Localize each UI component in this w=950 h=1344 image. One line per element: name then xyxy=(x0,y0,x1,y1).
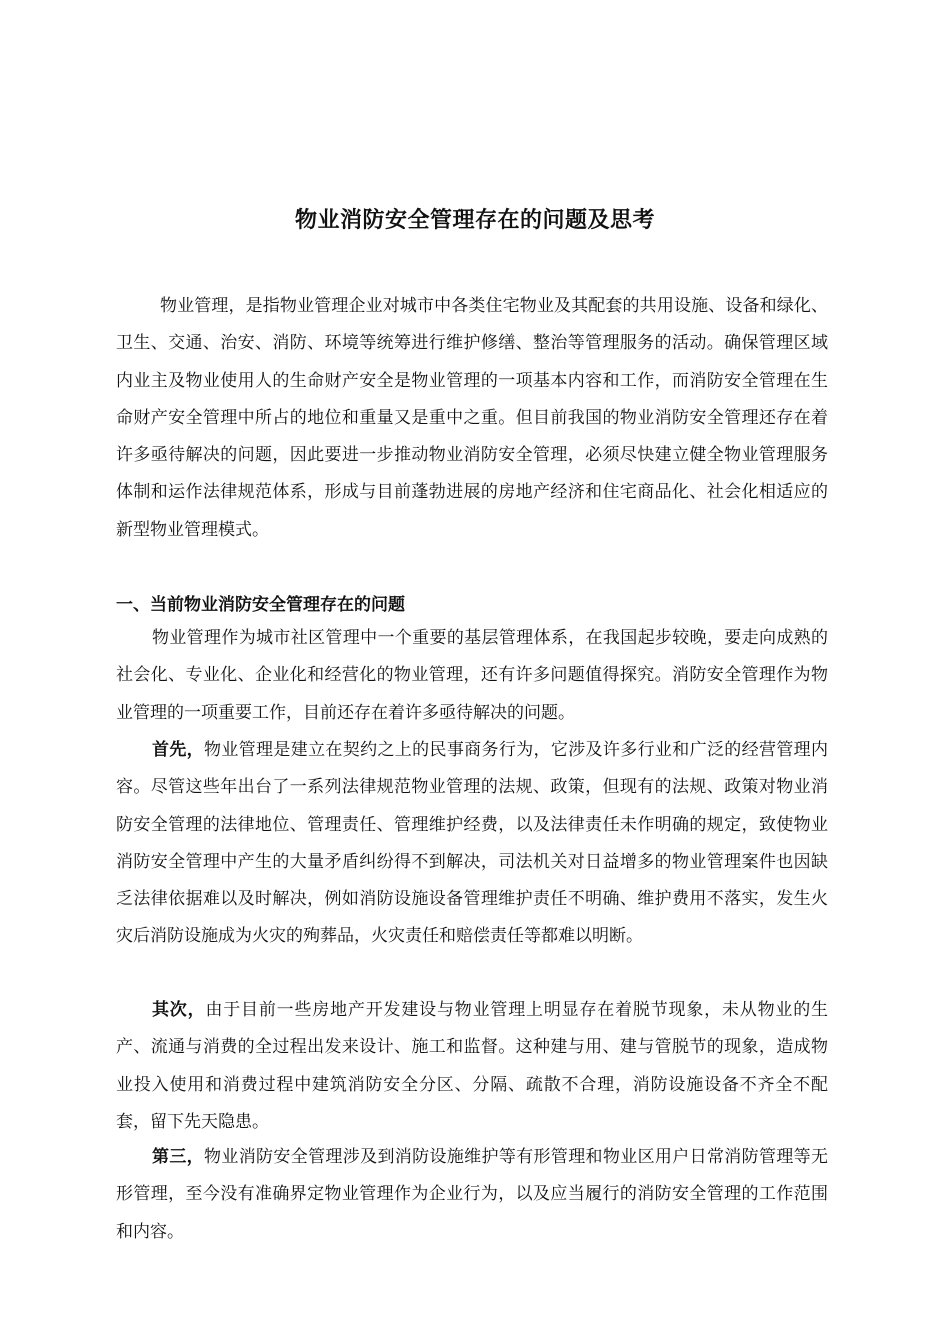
paragraph-lead-third: 第三， xyxy=(152,1147,205,1167)
section-paragraph-2 xyxy=(116,732,828,956)
paragraph-lead-second: 其次， xyxy=(152,1000,206,1020)
intro-paragraph: 物业管理，是指物业管理企业对城市中各类住宅物业及其配套的共用设施、设备和绿化、卫生、交通、治安、消防、环境等统筹进行维护修缮、整治等管理服务的活动。确保管理区域内业主及物业使用人的生命财产安全是物业管理的一项基本内容和工作，而消防安全管理在生命财产安全管理中所占的地位和重量又是重中之重。但目前我国的物业消防安全管理还存在着许多亟待解决的问题，因此要进一步推动物业消防安全管理，必须尽快建立健全物业管理服务体制和运作法律规范体系，形成与目前蓬勃进展的房地产经济和住宅商品化、社会化相适应的新型物业管理模式。 xyxy=(116,296,828,540)
paragraph-lead-first: 首先， xyxy=(152,740,205,760)
document-title: 物业消防安全管理存在的问题及思考 xyxy=(294,208,655,233)
section-paragraph-1: 物业管理作为城市社区管理中一个重要的基层管理体系，在我国起步较晚，要走向成熟的社会化、专业化、企业化和经营化的物业管理，还有许多问题值得探究。消防安全管理作为物业管理的一项重要工作，目前还存在着许多亟待解决的问题。 xyxy=(116,628,828,723)
paragraph-text-third: 物业消防安全管理涉及到消防设施维护等有形管理和物业区用户日常消防管理等无形管理，至今没有准确界定物业管理作为企业行为，以及应当履行的消防安全管理的工作范围和内容。 xyxy=(116,1147,829,1242)
paragraph-text-second: 由于目前一些房地产开发建设与物业管理上明显存在着脱节现象，未从物业的生产、流通与消费的全过程出发来设计、施工和监督。这种建与用、建与管脱节的现象，造成物业投入使用和消费过程中建筑消防安全分区、分隔、疏散不合理，消防设施设备不齐全不配套，留下先天隐患。 xyxy=(116,1000,829,1132)
paragraph-text-first: 物业管理是建立在契约之上的民事商务行为，它涉及许多行业和广泛的经营管理内容。尽管这些年出台了一系列法律规范物业管理的法规、政策，但现有的法规、政策对物业消防安全管理的法律地位、管理责任、管理维护经费，以及法律责任未作明确的规定，致使物业消防安全管理中产生的大量矛盾纠纷得不到解决，司法机关对日益增多的物业管理案件也因缺乏法律依据难以及时解决，例如消防设施设备管理维护责任不明确、维护费用不落实，发生火灾后消防设施成为火灾的殉葬品，火灾责任和赔偿责任等都难以明断。 xyxy=(116,740,829,947)
section-paragraph-4 xyxy=(116,1139,828,1251)
section-heading: 一、当前物业消防安全管理存在的问题 xyxy=(116,595,405,615)
section-paragraph-3 xyxy=(116,992,828,1141)
